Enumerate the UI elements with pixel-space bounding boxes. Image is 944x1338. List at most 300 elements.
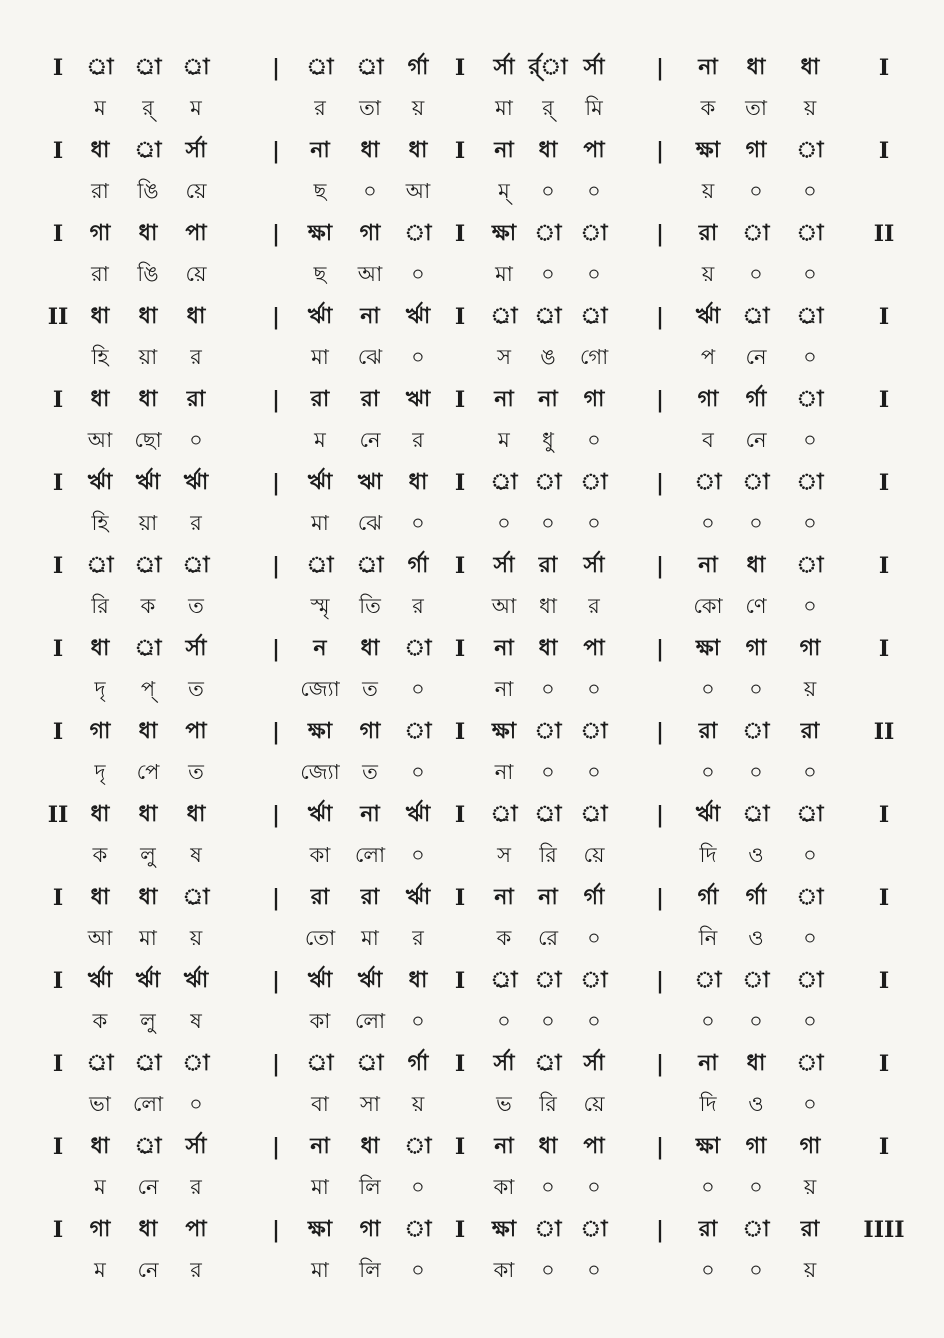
swara-note: র্া: [742, 802, 770, 827]
beat-separator: |: [271, 719, 281, 745]
lyric-syllable: য়: [411, 1092, 425, 1116]
swara-note: র্গা: [583, 885, 605, 910]
lyric-syllable: কা: [309, 843, 331, 867]
swara-note: র্ঋা: [405, 304, 431, 329]
notation-row: [0, 1212, 944, 1248]
bar-line-symbol: I: [454, 719, 466, 745]
swara-note: ধা: [360, 1134, 380, 1159]
lyric-syllable: ০: [587, 179, 601, 203]
lyric-row: [0, 754, 944, 790]
bar-line-symbol: I: [52, 968, 64, 994]
lyric-syllable: রি: [539, 843, 557, 867]
lyric-syllable: র: [190, 345, 202, 369]
notation-row: [0, 797, 944, 833]
swara-note: র্া: [134, 138, 162, 163]
swara-note: ধা: [800, 55, 820, 80]
lyric-syllable: ০: [541, 760, 555, 784]
lyric-syllable: র: [314, 96, 326, 120]
swara-note: র্ঋা: [183, 968, 209, 993]
swara-note: র্া: [306, 553, 334, 578]
swara-note: র্া: [86, 553, 114, 578]
lyric-syllable: ম: [314, 428, 326, 452]
swara-note: না: [494, 1134, 514, 1159]
swara-note: গা: [745, 138, 767, 163]
lyric-syllable: য়: [411, 96, 425, 120]
lyric-syllable: দি: [699, 1092, 717, 1116]
lyric-syllable: ম: [94, 1175, 106, 1199]
swara-note: র্সা: [583, 1051, 605, 1076]
lyric-syllable: ০: [411, 1175, 425, 1199]
lyric-syllable: মা: [139, 926, 157, 950]
swara-note: রা: [360, 885, 380, 910]
beat-separator: |: [655, 636, 665, 662]
lyric-syllable: ভা: [89, 1092, 111, 1116]
swara-note: ধা: [138, 802, 158, 827]
swara-note: গা: [745, 636, 767, 661]
swara-note: র্া: [134, 636, 162, 661]
swara-note: র্ঋা: [405, 885, 431, 910]
bar-line-symbol: I: [454, 1134, 466, 1160]
swara-note: রা: [800, 1217, 820, 1242]
swara-note: না: [360, 802, 380, 827]
bar-line-symbol: I: [878, 387, 890, 413]
lyric-syllable: ০: [587, 428, 601, 452]
swara-note: র্ঋা: [307, 968, 333, 993]
swara-note: গা: [89, 719, 111, 744]
lyric-syllable: ০: [701, 511, 715, 535]
lyric-syllable: ০: [411, 511, 425, 535]
swara-note: ধা: [360, 636, 380, 661]
bar-line-symbol: I: [52, 221, 64, 247]
beat-separator: |: [271, 636, 281, 662]
swara-note: া: [534, 1217, 562, 1242]
lyric-syllable: ০: [587, 262, 601, 286]
swara-note: া: [404, 1217, 432, 1242]
beat-separator: |: [655, 968, 665, 994]
swara-note: া: [580, 470, 608, 495]
lyric-syllable: ০: [749, 677, 763, 701]
beat-separator: |: [655, 1134, 665, 1160]
lyric-syllable: নে: [137, 1175, 159, 1199]
beat-separator: |: [655, 885, 665, 911]
notation-row: [0, 133, 944, 169]
lyric-syllable: সা: [360, 1092, 380, 1116]
bar-line-symbol: I: [878, 636, 890, 662]
swara-note: া: [742, 968, 770, 993]
lyric-syllable: ঙি: [137, 179, 159, 203]
swara-note: র্ঋা: [135, 470, 161, 495]
beat-separator: |: [655, 1051, 665, 1077]
lyric-syllable: ০: [587, 511, 601, 535]
lyric-syllable: ০: [411, 760, 425, 784]
lyric-syllable: ০: [803, 511, 817, 535]
lyric-row: [0, 1252, 944, 1288]
lyric-syllable: আ: [405, 179, 431, 203]
lyric-syllable: লো: [132, 1092, 164, 1116]
lyric-syllable: রা: [91, 262, 109, 286]
lyric-syllable: ০: [587, 1258, 601, 1282]
lyric-syllable: য়ে: [185, 262, 207, 286]
bar-line-symbol: I: [454, 802, 466, 828]
swara-note: র্া: [182, 553, 210, 578]
swara-note: র্সা: [493, 55, 515, 80]
lyric-syllable: য়ে: [583, 1092, 605, 1116]
beat-separator: |: [271, 553, 281, 579]
lyric-row: [0, 339, 944, 375]
swara-note: ধা: [538, 138, 558, 163]
lyric-syllable: ও: [748, 1092, 764, 1116]
swara-note: না: [310, 138, 330, 163]
swara-note: ধা: [538, 1134, 558, 1159]
beat-separator: |: [655, 387, 665, 413]
lyric-syllable: ০: [749, 1258, 763, 1282]
swara-note: র্সা: [185, 636, 207, 661]
lyric-syllable: ও: [748, 926, 764, 950]
lyric-syllable: নে: [745, 345, 767, 369]
lyric-row: [0, 1003, 944, 1039]
swara-note: র্র্া: [528, 55, 568, 80]
notation-row: [0, 382, 944, 418]
lyric-syllable: য়া: [138, 345, 158, 369]
lyric-syllable: তো: [304, 926, 336, 950]
lyric-syllable: কা: [493, 1258, 515, 1282]
swara-note: রা: [800, 719, 820, 744]
lyric-syllable: আ: [87, 428, 113, 452]
lyric-syllable: ছো: [134, 428, 162, 452]
bar-line-symbol: I: [454, 221, 466, 247]
lyric-syllable: র: [588, 594, 600, 618]
lyric-syllable: য়: [803, 1175, 817, 1199]
lyric-syllable: হি: [91, 511, 109, 535]
notation-row: [0, 50, 944, 86]
swara-note: রা: [186, 387, 206, 412]
bar-line-symbol: II: [873, 221, 895, 247]
swara-note: র্া: [134, 1051, 162, 1076]
beat-separator: |: [655, 138, 665, 164]
swara-note: র্া: [796, 802, 824, 827]
swara-note: া: [404, 636, 432, 661]
swara-note: গা: [359, 719, 381, 744]
lyric-syllable: ক: [700, 96, 716, 120]
bar-line-symbol: I: [878, 802, 890, 828]
swara-note: গা: [799, 636, 821, 661]
swara-note: র্া: [182, 885, 210, 910]
swara-note: গা: [359, 221, 381, 246]
swara-note: র্গা: [745, 885, 767, 910]
bar-line-symbol: I: [52, 470, 64, 496]
lyric-syllable: ০: [541, 1258, 555, 1282]
swara-note: ক্ষা: [695, 1134, 721, 1159]
lyric-syllable: ০: [803, 594, 817, 618]
notation-row: [0, 465, 944, 501]
swara-note: র্গা: [745, 387, 767, 412]
lyric-syllable: ০: [803, 760, 817, 784]
lyric-syllable: হি: [91, 345, 109, 369]
lyric-syllable: স: [497, 843, 511, 867]
beat-separator: |: [271, 968, 281, 994]
swara-note: ক্ষা: [491, 719, 517, 744]
bar-line-symbol: I: [878, 55, 890, 81]
lyric-syllable: ০: [411, 1009, 425, 1033]
swara-note: া: [580, 719, 608, 744]
lyric-syllable: ০: [803, 179, 817, 203]
swara-note: র্া: [134, 553, 162, 578]
lyric-row: [0, 588, 944, 624]
lyric-syllable: দৃ: [94, 760, 106, 784]
swara-note: ন: [313, 636, 327, 661]
swara-note: র্া: [534, 802, 562, 827]
lyric-syllable: ০: [749, 511, 763, 535]
beat-separator: |: [271, 1134, 281, 1160]
swara-note: র্ঋা: [405, 802, 431, 827]
swara-note: ধা: [90, 138, 110, 163]
bar-line-symbol: I: [454, 1217, 466, 1243]
swara-note: া: [694, 968, 722, 993]
swara-note: া: [580, 968, 608, 993]
swara-note: ক্ষা: [491, 1217, 517, 1242]
swara-note: না: [538, 885, 558, 910]
swara-note: র্া: [534, 304, 562, 329]
swara-note: পা: [583, 138, 605, 163]
lyric-syllable: র: [190, 1258, 202, 1282]
lyric-syllable: ত: [188, 760, 204, 784]
swara-note: র্গা: [407, 1051, 429, 1076]
swara-note: পা: [185, 719, 207, 744]
bar-line-symbol: I: [878, 1051, 890, 1077]
swara-note: র্া: [490, 470, 518, 495]
bar-line-symbol: I: [454, 387, 466, 413]
lyric-syllable: ০: [189, 428, 203, 452]
notation-row: [0, 631, 944, 667]
swara-note: া: [742, 221, 770, 246]
lyric-syllable: ০: [189, 1092, 203, 1116]
lyric-row: [0, 671, 944, 707]
bar-line-symbol: I: [52, 553, 64, 579]
lyric-syllable: ০: [803, 262, 817, 286]
lyric-syllable: ০: [749, 1009, 763, 1033]
bar-line-symbol: I: [52, 138, 64, 164]
lyric-syllable: ম্: [498, 179, 510, 203]
lyric-syllable: রি: [91, 594, 109, 618]
swara-note: র্া: [86, 55, 114, 80]
notation-row: [0, 299, 944, 335]
swara-note: া: [580, 221, 608, 246]
beat-separator: |: [271, 885, 281, 911]
lyric-row: [0, 505, 944, 541]
bar-line-symbol: I: [52, 885, 64, 911]
lyric-syllable: ত: [362, 677, 378, 701]
swara-note: ধা: [90, 304, 110, 329]
swara-note: ধা: [90, 885, 110, 910]
beat-separator: |: [271, 470, 281, 496]
swara-note: র্া: [796, 304, 824, 329]
bar-line-symbol: II: [47, 802, 69, 828]
lyric-syllable: ব: [702, 428, 714, 452]
lyric-syllable: দি: [699, 843, 717, 867]
lyric-syllable: ০: [411, 1258, 425, 1282]
lyric-syllable: ০: [749, 179, 763, 203]
swara-note: ক্ষা: [307, 221, 333, 246]
swara-note: র্া: [356, 553, 384, 578]
swara-note: পা: [583, 1134, 605, 1159]
bar-line-symbol: I: [454, 885, 466, 911]
lyric-syllable: ম: [94, 96, 106, 120]
lyric-syllable: ঙ: [540, 345, 556, 369]
notation-row: [0, 1129, 944, 1165]
lyric-syllable: কো: [693, 594, 723, 618]
lyric-syllable: র: [412, 926, 424, 950]
notation-row: [0, 548, 944, 584]
bar-line-symbol: I: [878, 304, 890, 330]
swara-note: ধা: [138, 387, 158, 412]
swara-note: ঋা: [405, 387, 431, 412]
beat-separator: |: [271, 1217, 281, 1243]
swara-note: র্া: [580, 802, 608, 827]
lyric-syllable: ০: [411, 677, 425, 701]
swara-note: র্ঋা: [135, 968, 161, 993]
lyric-syllable: মা: [495, 96, 513, 120]
notation-row: [0, 963, 944, 999]
swara-note: র্ঋা: [307, 470, 333, 495]
lyric-syllable: ০: [363, 179, 377, 203]
lyric-syllable: নি: [698, 926, 718, 950]
swara-note: রা: [310, 387, 330, 412]
lyric-syllable: ঝে: [357, 511, 383, 535]
swara-note: া: [694, 470, 722, 495]
lyric-syllable: লি: [359, 1258, 381, 1282]
swara-note: া: [404, 1134, 432, 1159]
swara-note: গা: [697, 387, 719, 412]
lyric-syllable: বা: [311, 1092, 329, 1116]
swara-note: া: [796, 885, 824, 910]
lyric-syllable: লু: [140, 1009, 156, 1033]
swara-note: া: [742, 1217, 770, 1242]
swara-note: র্ঋা: [183, 470, 209, 495]
lyric-syllable: ত: [188, 677, 204, 701]
beat-separator: |: [655, 802, 665, 828]
swara-note: ধা: [138, 1217, 158, 1242]
lyric-syllable: ০: [587, 677, 601, 701]
lyric-syllable: ০: [497, 1009, 511, 1033]
lyric-syllable: পে: [136, 760, 160, 784]
swara-note: র্গা: [407, 55, 429, 80]
swara-note: ধা: [138, 885, 158, 910]
swara-note: ক্ষা: [307, 719, 333, 744]
lyric-syllable: লো: [354, 843, 386, 867]
swara-note: া: [742, 719, 770, 744]
lyric-syllable: য়: [701, 262, 715, 286]
lyric-syllable: ক: [92, 1009, 108, 1033]
swara-note: র্া: [490, 802, 518, 827]
swara-note: ধা: [186, 802, 206, 827]
swara-note: রা: [698, 1217, 718, 1242]
lyric-syllable: য়: [803, 96, 817, 120]
swara-note: গা: [359, 1217, 381, 1242]
lyric-row: [0, 837, 944, 873]
lyric-syllable: রি: [539, 1092, 557, 1116]
swara-note: ধা: [408, 470, 428, 495]
swara-note: ধা: [746, 1051, 766, 1076]
swara-note: না: [494, 138, 514, 163]
swara-note: র্া: [490, 968, 518, 993]
swara-note: র্ঋা: [307, 304, 333, 329]
lyric-syllable: নে: [359, 428, 381, 452]
lyric-syllable: য়: [701, 179, 715, 203]
bar-line-symbol: I: [878, 553, 890, 579]
lyric-syllable: ০: [541, 1009, 555, 1033]
swara-note: র্ঋা: [695, 802, 721, 827]
lyric-syllable: ০: [803, 345, 817, 369]
lyric-syllable: ঝে: [357, 345, 383, 369]
swara-note: গা: [583, 387, 605, 412]
swara-note: া: [796, 1051, 824, 1076]
lyric-syllable: ম: [498, 428, 510, 452]
lyric-syllable: ক: [496, 926, 512, 950]
bar-line-symbol: II: [873, 719, 895, 745]
lyric-syllable: মা: [361, 926, 379, 950]
lyric-syllable: ত: [362, 760, 378, 784]
lyric-syllable: ত: [188, 594, 204, 618]
swara-note: র্া: [134, 1134, 162, 1159]
swara-note: ধা: [138, 221, 158, 246]
swara-note: া: [580, 1217, 608, 1242]
lyric-row: [0, 256, 944, 292]
lyric-syllable: ০: [411, 345, 425, 369]
swara-note: ক্ষা: [307, 1217, 333, 1242]
swara-note: পা: [185, 1217, 207, 1242]
swara-note: না: [698, 553, 718, 578]
swara-note: ধা: [360, 138, 380, 163]
beat-separator: |: [271, 1051, 281, 1077]
lyric-syllable: ০: [411, 262, 425, 286]
swara-note: ধা: [408, 968, 428, 993]
lyric-syllable: ০: [541, 1175, 555, 1199]
lyric-syllable: ০: [803, 843, 817, 867]
bar-line-symbol: I: [454, 1051, 466, 1077]
lyric-syllable: য়ে: [185, 179, 207, 203]
swara-note: র্সা: [493, 553, 515, 578]
swara-note: র্সা: [583, 553, 605, 578]
lyric-syllable: প: [700, 345, 716, 369]
lyric-syllable: ধু: [542, 428, 554, 452]
lyric-row: [0, 1086, 944, 1122]
swara-note: না: [360, 304, 380, 329]
swara-note: রা: [698, 221, 718, 246]
swara-note: ধা: [138, 719, 158, 744]
lyric-syllable: ০: [701, 1258, 715, 1282]
lyric-syllable: নে: [745, 428, 767, 452]
bar-line-symbol: I: [52, 55, 64, 81]
swara-note: ক্ষা: [695, 636, 721, 661]
bar-line-symbol: I: [454, 470, 466, 496]
swara-note: ঋা: [357, 470, 383, 495]
lyric-syllable: মা: [311, 511, 329, 535]
lyric-syllable: ও: [748, 843, 764, 867]
lyric-syllable: মা: [311, 1258, 329, 1282]
swara-note: না: [698, 55, 718, 80]
notation-row: [0, 1046, 944, 1082]
lyric-syllable: ০: [749, 1175, 763, 1199]
lyric-syllable: না: [494, 677, 514, 701]
lyric-syllable: য়: [803, 677, 817, 701]
lyric-syllable: ০: [541, 511, 555, 535]
lyric-syllable: ষ: [190, 1009, 202, 1033]
notation-row: [0, 880, 944, 916]
swara-note: না: [494, 387, 514, 412]
lyric-syllable: ০: [587, 760, 601, 784]
lyric-syllable: দৃ: [94, 677, 106, 701]
lyric-syllable: গো: [579, 345, 609, 369]
